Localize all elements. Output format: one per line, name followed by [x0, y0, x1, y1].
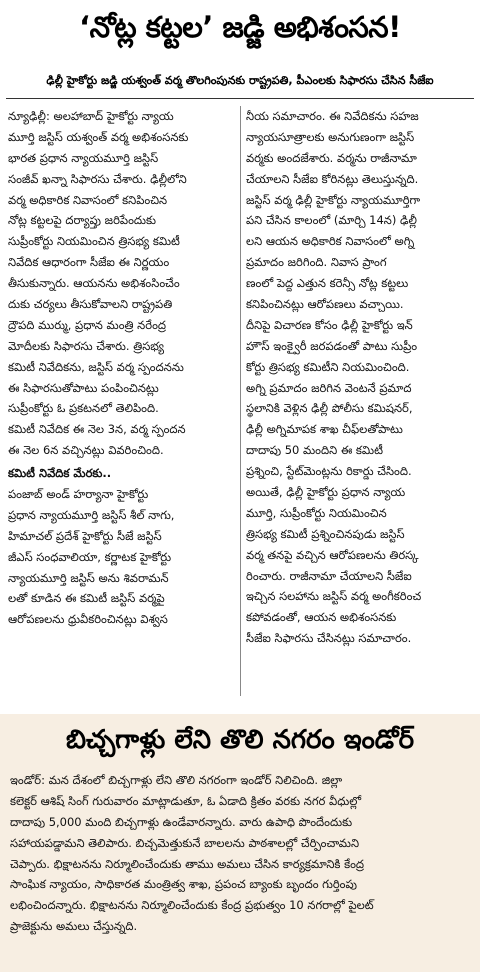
text-line: అయితే, ఢిల్లీ హైకోర్టు ప్రధాన న్యాయ: [246, 485, 406, 500]
text-line: న్యాయసూత్రాలకు అనుగుణంగా జస్టిస్: [246, 129, 415, 144]
story2-headline: బిచ్చగాళ్లు లేని తొలి నగరం ఇండోర్: [65, 725, 415, 755]
text-line: ఈ నెల 6న వచ్చినట్లు వివరించింది.: [8, 443, 164, 458]
text-line: ఇచ్చిన సలహాను జస్టిస్ వర్మ అంగీకరించ: [246, 589, 422, 604]
text-line: పని చేసిన కాలంలో (మార్చి 14న) ఢిల్లీ: [246, 213, 417, 228]
subheadline: ఢిల్లీ హైకోర్టు జడ్జి యశ్వంత్ వర్మ తొలగింపునకు రాష్ట్రపతి, పీఎంలకు సిఫారసు చేసిన సీజేఐ: [46, 74, 434, 87]
text-line: భారత ప్రధాన న్యాయమూర్తి జస్టిస్: [8, 150, 159, 165]
text-line: లని ఆయన అధికారిక నివాసంలో అగ్ని: [246, 234, 415, 249]
text-line: ప్రమాదం జరిగింది. నివాస ప్రాంగ: [246, 255, 387, 270]
text-line: మోదీలకు సిఫారసు చేశారు. త్రిసభ్య: [8, 338, 165, 353]
text-line: పంజాబ్ అండ్ హర్యానా హైకోర్టు: [8, 487, 149, 502]
text-line: న్యాయమూర్తి జస్టిస్ అను శివరామన్: [8, 570, 169, 585]
text-line: రించారు. రాజీనామా చేయాలని సీజేఐ: [246, 568, 412, 583]
text-line: హౌస్ ఇంక్వైరీ జరపడంతో పాటు సుప్రీం: [246, 338, 418, 353]
subsection-title: కమిటీ నివేదిక మేరకు..: [8, 466, 112, 481]
text-line: సీజేఐ సిఫారసు చేసినట్లు సమాచారం.: [246, 631, 412, 646]
text-line: నివేదిక ఆధారంగా సీజేఐ ఈ నిర్ణయం: [8, 255, 170, 270]
text-line: ప్రధాన న్యాయమూర్తి జస్టిస్ శీల్ నాగు,: [8, 507, 175, 522]
text-line: దాదాపు 5,000 మంది బిచ్చగాళ్లు ఉండేవారన్నారు. వారు ఉపాధి పొందేందుకు: [10, 814, 353, 829]
text-line: ఆరోపణలను ధ్రువీకరించినట్లు విశ్వస: [8, 612, 168, 627]
text-line: వర్మకు అందజేశారు. వర్మను రాజీనామా: [246, 150, 417, 165]
text-line: తీసుకున్నారు. ఆయనను అభిశంసించేం: [8, 276, 180, 291]
text-line: సంజీవ్ ఖన్నా సిఫారసు చేశారు. ఢిల్లీలోని: [8, 171, 187, 186]
text-line: కోర్టు త్రిసభ్య కమిటీని నియమించింది.: [246, 359, 410, 374]
text-line: లభించిందన్నారు. భిక్షాటనను నిర్మూలించేందుకు కేంద్ర ప్రభుత్వం 10 నగరాల్లో పైలట్: [10, 898, 374, 913]
left-column: [8, 106, 236, 630]
text-line: మూర్తి, సుప్రీంకోర్టు నియమించిన: [246, 505, 387, 520]
text-line: కపోవడంతో, ఆయన అభిశంసనకు: [246, 610, 397, 625]
text-line: మూర్తి జస్టిస్ యశ్వంత్ వర్మ అభిశంసనకు: [8, 129, 189, 144]
text-line: చెప్పారు. భిక్షాటనను నిర్మూలించేందుకు తాము అమలు చేసిన కార్యక్రమానికి కేంద్ర: [10, 856, 365, 871]
text-line: సుప్రీంకోర్టు ఓ ప్రకటనలో తెలిపింది.: [8, 401, 159, 416]
text-line: జీఎస్ సంధవాలియా, కర్ణాటక హైకోర్టు: [8, 549, 172, 564]
text-line: కమిటీ నివేదిక ఈ నెల 3న, వర్మ స్పందన: [8, 422, 186, 437]
headline: ‘నోట్ల కట్టల’ జడ్జి అభిశంసన!: [79, 10, 401, 44]
text-line: దీనిపై విచారణ కోసం ఢిల్లీ హైకోర్టు ఇన్: [246, 317, 413, 332]
text-line: నోట్ల కట్టలపై దర్యాప్తు జరిపేందుకు: [8, 213, 156, 228]
text-line: వర్మ తనపై వచ్చిన ఆరోపణలను తిరస్క: [246, 547, 419, 562]
text-line: ఈ సిఫారసుతోపాటు పంపించినట్లు: [8, 380, 159, 395]
text-line: న్యూఢిల్లీ: అలహాబాద్ హైకోర్టు న్యాయ: [8, 109, 174, 123]
divider: [6, 98, 474, 99]
text-line: లతో కూడిన ఈ కమిటీ జస్టిస్ వర్మపై: [8, 591, 165, 606]
text-line: సుప్రీంకోర్టు నియమించిన త్రిసభ్య కమిటీ: [8, 234, 180, 249]
text-line: స్థలానికి వెళ్లిన ఢిల్లీ పోలీసు కమిషనర్,: [246, 401, 413, 416]
text-line: ప్రాజెక్టును అమలు చేస్తున్నది.: [10, 919, 138, 934]
text-line: ణంలో పెద్ద ఎత్తున కరెన్సీ నోట్ల కట్టలు: [246, 276, 409, 291]
text-line: వర్మ అధికారిక నివాసంలో కనిపించిన: [8, 192, 168, 207]
text-line: ప్రశ్నించి, స్టేట్‌మెంట్లను రికార్డు చేసింది.: [246, 464, 412, 479]
text-line: త్రిసభ్య కమిటీ ప్రశ్నించినపుడు జస్టిస్: [246, 526, 405, 541]
text-line: కనిపించినట్లు ఆరోపణలు వచ్చాయి.: [246, 297, 404, 312]
text-line: నీయ సమాచారం. ఈ నివేదికను సహజ: [246, 109, 419, 123]
text-line: కమిటీ నివేదికను, జస్టిస్ వర్మ స్పందనను: [8, 359, 184, 374]
text-line: అగ్ని ప్రమాదం జరిగిన వెంటనే ప్రమాద: [246, 380, 412, 395]
text-line: జస్టిస్ వర్మ ఢిల్లీ హైకోర్టు న్యాయమూర్తిగా: [246, 192, 421, 207]
story2-body: [10, 770, 472, 937]
column-divider: [240, 106, 241, 696]
right-column: [246, 106, 474, 649]
text-line: హిమాచల్ ప్రదేశ్ హైకోర్టు సీజే జస్టిస్: [8, 528, 162, 543]
text-line: దాదాపు 50 మందిని ఈ కమిటీ: [246, 443, 383, 458]
text-line: ఇండోర్: మన దేశంలో బిచ్చగాళ్లు లేని తొలి నగరంగా ఇండోర్ నిలిచింది. జిల్లా: [10, 773, 343, 787]
text-line: సహాయపడ్డామని తెలిపారు. బిచ్చమెత్తుకునే బాలలను పాఠశాలల్లో చేర్పించామని: [10, 835, 360, 850]
text-line: చేయాలని సీజేఐ కోరినట్లు తెలుస్తున్నది.: [246, 171, 419, 186]
text-line: దుకు చర్యలు తీసుకోవాలని రాష్ట్రపతి: [8, 297, 173, 312]
text-line: కలెక్టర్ ఆశిష్ సింగ్ గురువారం మాట్లాడుతూ, ఓ ఏడాది క్రితం వరకు నగర వీధుల్లో: [10, 793, 362, 808]
text-line: సాంఘిక న్యాయం, సాధికారత మంత్రిత్వ శాఖ, ప్రపంచ బ్యాంకు బృందం గుర్తింపు: [10, 877, 357, 892]
text-line: ఢిల్లీ అగ్నిమాపక శాఖ చీఫ్‌లతోపాటు: [246, 422, 403, 437]
text-line: ద్రౌపది ముర్ము, ప్రధాన మంత్రి నరేంద్ర: [8, 317, 167, 332]
